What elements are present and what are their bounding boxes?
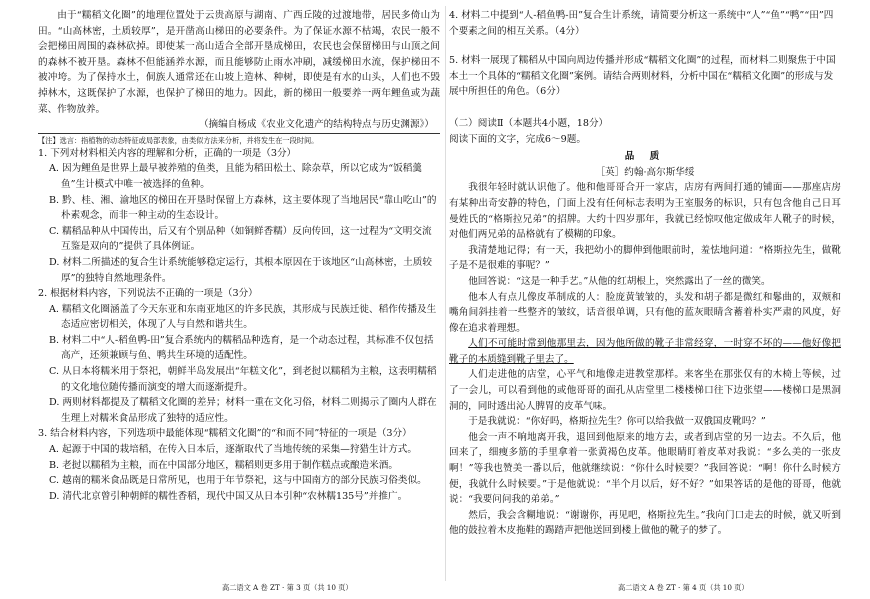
option-a: A. 因为鲤鱼是世界上最早被养殖的鱼类，且能为稻田松土、除杂草，所以它成为“饭稻羹鱼”生计模式中唯一被选择的鱼种。 [49, 163, 422, 190]
option-d: D. 两则材料都提及了糯稻文化圈的差异；材料一重在文化习俗，材料二则揭示了圈内人群在生理上对糯米食品形成了独特的适应性。 [49, 397, 437, 424]
story-author: ［英］约翰·高尔斯华绥 [595, 166, 695, 178]
option-a: A. 起源于中国的栽培稻，在传入日本后，逐渐取代了当地传统的采集—狩猎生计方式。 [49, 444, 417, 456]
option-a: A. 糯稻文化圈涵盖了今天东亚和东南亚地区的许多民族，其形成与民族迁徙、稻作传播及生态适应密切相关，体现了人与自然和谐共生。 [49, 303, 437, 331]
story-title: 品 质 [624, 151, 666, 163]
story-paragraph: 他本人有点儿像皮革制成的人：脸庞黄皱皱的，头发和胡子都是微红和鬈曲的，双颊和嘴角间斜挂着一些整齐的皱纹，话音很单调，只有他的蓝灰眼睛含蓄着朴实严肃的风度，好像在追求着理想。 [449, 291, 841, 334]
story-paragraph: 人们走进他的店堂，心平气和地像走进教堂那样。来客坐在那张仅有的木椅上等候，过了一会儿，可以看到他的或他哥哥的面孔从店堂里二楼楼梯口往下边张望——楼梯口是黑洞洞的，同时透出沁人脾胃的皮革气味。 [449, 369, 841, 412]
question-stem: 1. 下列对材料相关内容的理解和分析，正确的一项是（3分） [38, 147, 297, 159]
option-b: B. 老挝以糯稻为主粮，而在中国部分地区，糯稻则更多用于制作糕点或酿造米酒。 [49, 459, 398, 471]
question-5: 5. 材料一展现了糯稻从中国向周边传播并形成“糯稻文化圈”的过程，而材料二则聚焦于中国本土一个具体的“糯稻文化圈”案例。请结合两则材料，分析中国在“糯稻文化圈”的形成与发展中所担任的角色。（6分） [449, 55, 836, 98]
option-c: C. 糯稻品种从中国传出，后又有个别品种（如铜鲜香糯）反向传回，这一过程为“文明交流互鉴是双向的”提供了具体例证。 [49, 225, 432, 253]
question-stem: 3. 结合材料内容，下列选项中最能体现“糯稻文化圈”的“和而不同”特征的一项是（3分） [38, 428, 412, 440]
left-page [38, 8, 440, 504]
question-3 [38, 426, 440, 504]
option-c: C. 越南的糯米食品既是日常所见，也用于年节祭祀，这与中国南方的部分民族习俗类似。 [49, 475, 427, 487]
question-1 [38, 146, 440, 286]
passage-source: （摘编自杨成《农业文化遗产的结构特点与历史渊源》） [198, 119, 434, 131]
question-2 [38, 286, 440, 426]
question-4: 4. 材料二中提到“人-稻鱼鸭-田”复合生计系统，请简要分析这一系统中“人”“鱼”“鸭”“田”四个要素之间的相互关系。（4分） [449, 10, 834, 37]
story-paragraph: 我很年轻时就认识他了。他和他哥哥合开一家店，店房有两间打通的铺面——那座店房有某种出奇安静的特色，门面上没有任何标志表明为王室服务的标识，只有包含他自己日耳曼姓氏的“格斯拉兄弟”的招牌。大约十四岁那年，我就已经惊叹他定做成年人靴子的时候，对他们两兄弟的品格就有了模糊的印象。 [449, 182, 841, 241]
reading-instruction: 阅读下面的文字，完成6～9题。 [449, 133, 586, 145]
story-paragraph: 他会一声不响地离开我，退回到他原来的地方去，或者到店堂的另一边去。不久后，他回来了，细瘦多筋的手里拿着一张黄褐色皮革。他眼睛盯着皮革对我说：“多么美的一张皮啊！”等我也赞美一番以后，他就继续说：“你什么时候要？”我回答说：“啊！你什么时候方便，我就什么时候要。”于是他就说：“半个月以后，好不好？”如果答话的是他的哥哥，他就说：“我要问问我的弟弟。” [449, 431, 841, 506]
question-stem: 2. 根据材料内容，下列说法不正确的一项是（3分） [38, 288, 258, 300]
story-paragraph: 然后，我会含糊地说：“谢谢你，再见吧，格斯拉先生。”我向门口走去的时候，就又听到他的鼓拉着木皮拖鞋的踢踏声把他送回到楼上做他的靴子的梦了。 [449, 509, 841, 537]
option-b: B. 黔、桂、湘、渝地区的梯田在开垦时保留上方森林，这主要体现了当地居民“靠山吃山”的朴素观念，而非一种主动的生态设计。 [49, 194, 437, 222]
passage-note: 【注】选言：指植物的动态特征或局部表象，由类似方法来分析，并将发生在一段时间。 [38, 133, 440, 146]
option-d: D. 清代北京曾引种朝鲜的糯性香稻，现代中国又从日本引种“农林糯135号”并推广。 [49, 490, 408, 502]
section-heading: （二）阅读Ⅱ（本题共4小题，18分） [449, 117, 609, 129]
right-page [449, 8, 841, 539]
column-divider [445, 6, 446, 581]
option-b: B. 材料二中“人-稻鱼鸭-田”复合系统内的糯稻品种选育，是一个动态过程，其标准不仅包括高产，还须兼顾与鱼、鸭共生环境的适配性。 [49, 334, 434, 362]
material-passage: 由于“糯稻文化圈”的地理位置处于云贵高原与湖南、广西丘陵的过渡地带，居民多倚山为田。“山高林密，土质较厚”，是开凿高山梯田的必要条件。为了保证水源不枯竭，农民一般不会把梯田周围的森林砍掉。即使某一高山适合全部开垦成梯田，农民也会保留梯田与山顶之间的森林不被开垦。森林不但能涵养水源，而且能够防止雨水冲刷，减缓梯田水流，保护梯田不被冲垮。为了保持水土，侗族人通常还在山坡上造林、种树，即使是有水的山头，人们也不毁掉林木，这既保护了水源，也保护了梯田的地力。因此，新的梯田一般要养一两年鲤鱼或为蔬菜、作物放养。 [38, 10, 440, 115]
page-footer-right: 高二语文 A 卷 ZT · 第 4 页（共 10 页） [618, 583, 749, 592]
option-d: D. 材料二所描述的复合生计系统能够稳定运行，其根本原因在于该地区“山高林密，土质较厚”的独特自然地理条件。 [49, 256, 432, 284]
story-paragraph: 于是我就说：“你好吗，格斯拉先生？你可以给我做一双俄国皮靴吗？” [468, 416, 766, 428]
story-paragraph-underlined: 人们不可能时常到他那里去，因为他所做的靴子非常经穿，一时穿不坏的——他好像把靴子的本质缝到靴子里去了。 [449, 338, 841, 365]
story-paragraph: 我清楚地记得；有一天，我把幼小的脚伸到他眼前时，羞怯地问道：“格斯拉先生，做靴子是不是很难的事呢？” [449, 244, 841, 272]
option-c: C. 从日本将糯米用于祭祀，朝鲜半岛发展出“年糕文化”，到老挝以糯稻为主粮，这表明糯稻的文化地位随传播而演变的增大而逐渐提升。 [49, 366, 437, 393]
story-paragraph: 他回答说：“这是一种手艺。”从他的红胡根上，突然露出了一丝的微笑。 [468, 275, 771, 287]
page-footer-left: 高二语文 A 卷 ZT · 第 3 页（共 10 页） [222, 583, 353, 592]
